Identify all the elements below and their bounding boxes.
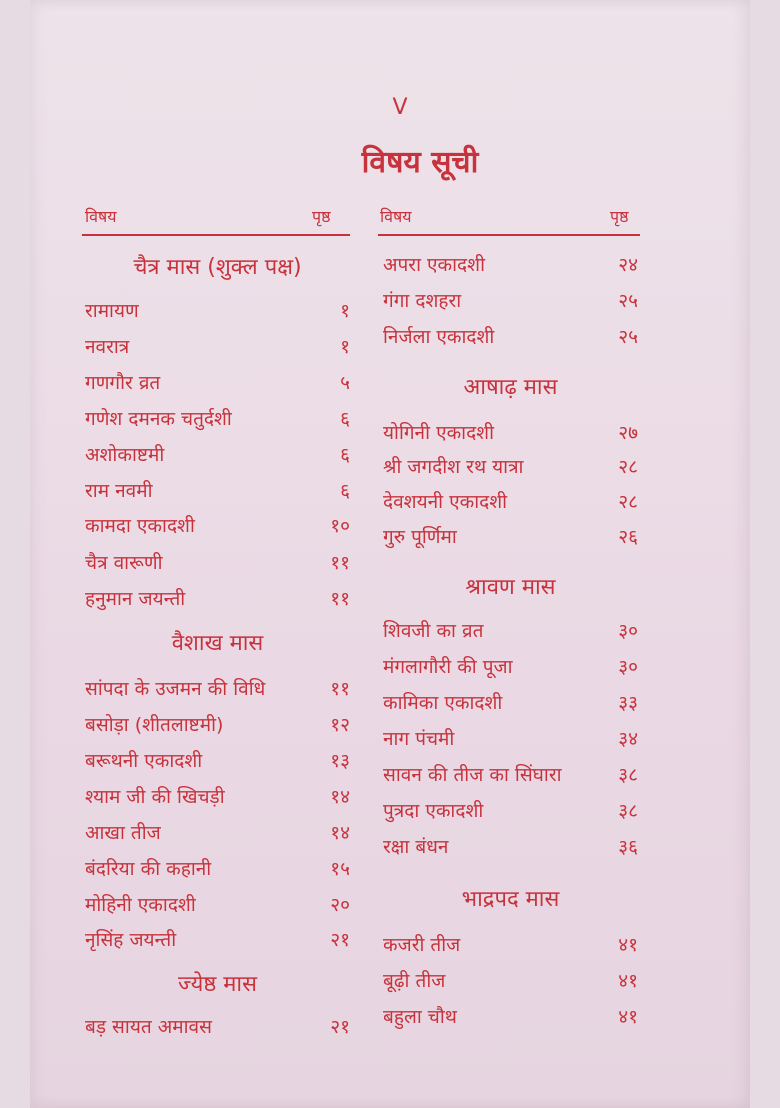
- section-heading: आषाढ़ मास: [463, 375, 558, 400]
- entry-title: बड़ सायत अमावस: [85, 1016, 212, 1038]
- right-page-header: पृष्ठ: [610, 207, 629, 226]
- entry-page-number: १: [340, 300, 350, 322]
- contents-entry: [383, 652, 638, 682]
- entry-page-number: ६: [340, 444, 350, 466]
- entry-title: बंदरिया की कहानी: [85, 858, 212, 880]
- entry-title: बरूथनी एकादशी: [85, 750, 203, 772]
- contents-entry: [383, 250, 638, 280]
- right-header-rule: [378, 234, 640, 236]
- entry-title: नाग पंचमी: [383, 728, 455, 750]
- contents-entry: [85, 746, 350, 776]
- entry-page-number: १४: [330, 822, 350, 844]
- contents-entry: [383, 688, 638, 718]
- entry-title: श्याम जी की खिचड़ी: [85, 786, 225, 808]
- entry-page-number: २५: [618, 326, 638, 348]
- left-page-header: पृष्ठ: [312, 207, 331, 226]
- entry-page-number: ४१: [618, 970, 638, 992]
- entry-page-number: २८: [618, 491, 638, 513]
- entry-title: बहुला चौथ: [383, 1006, 457, 1028]
- entry-title: गुरु पूर्णिमा: [383, 526, 457, 548]
- left-subject-header: विषय: [85, 207, 117, 226]
- contents-entry: [383, 418, 638, 448]
- entry-title: देवशयनी एकादशी: [383, 491, 508, 513]
- entry-page-number: ३६: [618, 836, 638, 858]
- contents-entry: [85, 440, 350, 470]
- left-header-rule: [82, 234, 350, 236]
- entry-title: श्री जगदीश रथ यात्रा: [383, 456, 524, 478]
- entry-title: पुत्रदा एकादशी: [383, 800, 484, 822]
- contents-entry: [85, 404, 350, 434]
- contents-entry: [383, 286, 638, 316]
- contents-entry: [85, 674, 350, 704]
- contents-entry: [85, 1012, 350, 1042]
- entry-page-number: ३४: [618, 728, 638, 750]
- entry-page-number: १४: [330, 786, 350, 808]
- contents-entry: [383, 452, 638, 482]
- entry-page-number: ११: [330, 552, 350, 574]
- entry-title: गंगा दशहरा: [383, 290, 462, 312]
- section-heading: ज्येष्ठ मास: [177, 972, 258, 997]
- contents-entry: [383, 796, 638, 826]
- contents-entry: [85, 925, 350, 955]
- contents-entry: [383, 930, 638, 960]
- entry-page-number: ११: [330, 678, 350, 700]
- entry-page-number: ४१: [618, 1006, 638, 1028]
- entry-page-number: २४: [618, 254, 638, 276]
- entry-title: नवरात्र: [85, 336, 130, 358]
- contents-entry: [85, 710, 350, 740]
- entry-page-number: १३: [330, 750, 350, 772]
- entry-page-number: १२: [330, 714, 350, 736]
- entry-title: सांपदा के उजमन की विधि: [85, 678, 266, 700]
- page-number: V: [392, 95, 408, 120]
- entry-title: बसोड़ा (शीतलाष्टमी): [85, 714, 224, 736]
- entry-title: मोहिनी एकादशी: [85, 894, 196, 916]
- entry-page-number: २८: [618, 456, 638, 478]
- entry-title: कामदा एकादशी: [85, 515, 195, 537]
- contents-entry: [85, 476, 350, 506]
- entry-title: सावन की तीज का सिंघारा: [383, 764, 562, 786]
- entry-page-number: २७: [618, 422, 638, 444]
- contents-entry: [383, 616, 638, 646]
- entry-title: मंगलागौरी की पूजा: [383, 656, 513, 678]
- contents-entry: [383, 724, 638, 754]
- entry-page-number: २१: [330, 1016, 350, 1038]
- entry-title: आखा तीज: [85, 822, 161, 844]
- entry-page-number: २५: [618, 290, 638, 312]
- entry-title: नृसिंह जयन्ती: [85, 929, 177, 951]
- contents-entry: [383, 522, 638, 552]
- entry-title: कामिका एकादशी: [383, 692, 503, 714]
- entry-title: रामायण: [85, 300, 139, 322]
- entry-title: निर्जला एकादशी: [383, 326, 495, 348]
- section-heading: श्रावण मास: [465, 575, 556, 600]
- book-page: [30, 0, 750, 1108]
- contents-entry: [383, 966, 638, 996]
- entry-title: अपरा एकादशी: [383, 254, 485, 276]
- entry-title: गणेश दमनक चतुर्दशी: [85, 408, 232, 430]
- entry-page-number: ६: [340, 480, 350, 502]
- contents-entry: [383, 1002, 638, 1032]
- contents-entry: [85, 511, 350, 541]
- right-subject-header: विषय: [380, 207, 412, 226]
- contents-entry: [383, 487, 638, 517]
- contents-entry: [85, 890, 350, 920]
- contents-entry: [85, 782, 350, 812]
- contents-entry: [85, 818, 350, 848]
- entry-page-number: १५: [330, 858, 350, 880]
- entry-title: बूढ़ी तीज: [383, 970, 446, 992]
- page-title: विषय सूची: [361, 145, 479, 180]
- entry-title: रक्षा बंधन: [383, 836, 449, 858]
- contents-entry: [85, 584, 350, 614]
- entry-title: हनुमान जयन्ती: [85, 588, 186, 610]
- contents-entry: [383, 832, 638, 862]
- section-heading: वैशाख मास: [171, 631, 264, 656]
- contents-entry: [85, 854, 350, 884]
- entry-title: योगिनी एकादशी: [383, 422, 495, 444]
- entry-title: कजरी तीज: [383, 934, 461, 956]
- entry-page-number: ३८: [618, 800, 638, 822]
- entry-page-number: ११: [330, 588, 350, 610]
- entry-page-number: १०: [330, 515, 350, 537]
- contents-entry: [85, 296, 350, 326]
- contents-entry: [85, 548, 350, 578]
- entry-page-number: ४१: [618, 934, 638, 956]
- entry-page-number: ३८: [618, 764, 638, 786]
- entry-title: गणगौर व्रत: [85, 372, 161, 394]
- entry-title: अशोकाष्टमी: [85, 444, 165, 466]
- entry-title: राम नवमी: [85, 480, 153, 502]
- entry-page-number: ५: [340, 372, 350, 394]
- contents-entry: [85, 332, 350, 362]
- entry-title: चैत्र वारूणी: [85, 552, 163, 574]
- entry-page-number: १: [340, 336, 350, 358]
- entry-page-number: २०: [330, 894, 350, 916]
- entry-page-number: २१: [330, 929, 350, 951]
- entry-title: शिवजी का व्रत: [383, 620, 484, 642]
- section-heading: भाद्रपद मास: [461, 887, 560, 912]
- contents-entry: [85, 368, 350, 398]
- contents-entry: [383, 760, 638, 790]
- entry-page-number: ६: [340, 408, 350, 430]
- entry-page-number: ३३: [618, 692, 638, 714]
- entry-page-number: ३०: [618, 656, 638, 678]
- contents-entry: [383, 322, 638, 352]
- entry-page-number: २६: [618, 526, 638, 548]
- entry-page-number: ३०: [618, 620, 638, 642]
- section-heading: चैत्र मास (शुक्ल पक्ष): [133, 255, 302, 280]
